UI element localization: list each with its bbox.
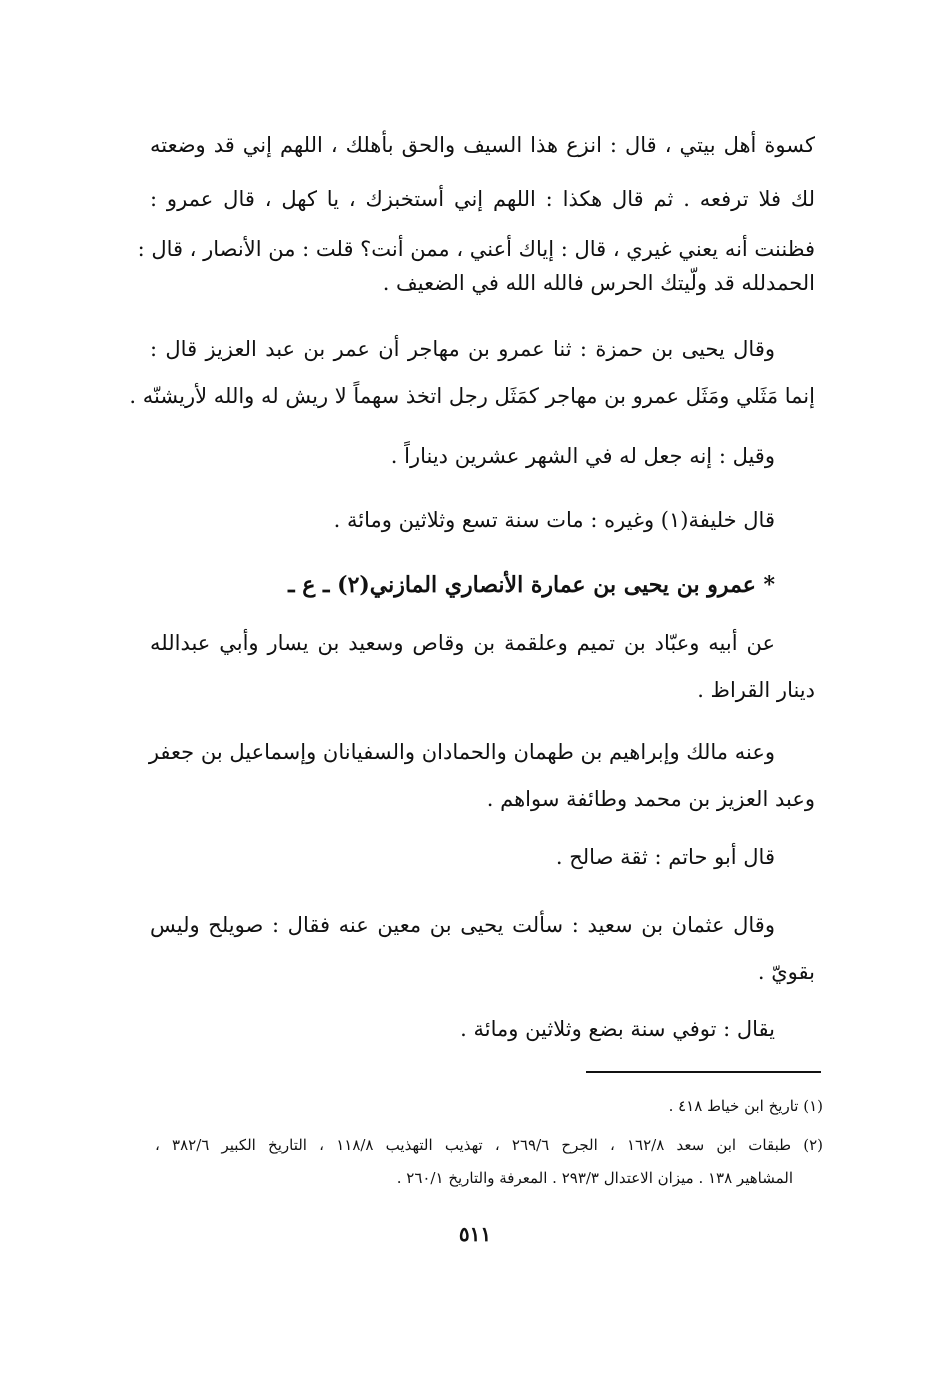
text-line: وقال عثمان بن سعيد : سألت يحيى بن معين عنه فقال : صويلح وليس <box>150 913 775 937</box>
text-line: يقال : توفي سنة بضع وثلاثين ومائة . <box>460 1017 775 1041</box>
text-line: وعبد العزيز بن محمد وطائفة سواهم . <box>486 787 815 811</box>
text-line: قال خليفة(١) وغيره : مات سنة تسع وثلاثين ومائة . <box>333 508 775 532</box>
footnote: (١) تاريخ ابن خياط ٤١٨ . <box>668 1097 823 1115</box>
text-line: بقويّ . <box>757 960 815 984</box>
text-line: عن أبيه وعبّاد بن تميم وعلقمة بن وقاص وسعيد بن يسار وأبي عبدالله <box>150 631 775 655</box>
text-line: كسوة أهل بيتي ، قال : انزع هذا السيف والحق بأهلك ، اللهم إني قد وضعته <box>150 133 815 157</box>
text-line: الحمدلله قد ولّيتك الحرس فالله الله في الضعيف . <box>382 271 815 295</box>
footnote: (٢) طبقات ابن سعد ١٦٢/٨ ، الجرح ٢٦٩/٦ ، تهذيب التهذيب ١١٨/٨ ، التاريخ الكبير ٣٨٢/٦ ، <box>155 1136 823 1154</box>
text-line: وقال يحيى بن حمزة : ثنا عمرو بن مهاجر أن عمر بن عبد العزيز قال : <box>150 337 775 361</box>
footnote-divider <box>586 1071 821 1073</box>
text-line: وعنه مالك وإبراهيم بن طهمان والحمادان والسفيانان وإسماعيل بن جعفر <box>148 740 775 764</box>
text-line: قال أبو حاتم : ثقة صالح . <box>555 845 775 869</box>
page-number: ٥١١ <box>458 1222 492 1246</box>
text-line: دينار القراظ . <box>697 678 815 702</box>
footnote-continuation: المشاهير ١٣٨ . ميزان الاعتدال ٢٩٣/٣ . المعرفة والتاريخ ٢٦٠/١ . <box>396 1169 793 1187</box>
text-line: إنما مَثَلي ومَثَل عمرو بن مهاجر كمَثَل رجل اتخذ سهماً لا ريش له والله لأريشنّه . <box>129 384 815 408</box>
text-line: وقيل : إنه جعل له في الشهر عشرين ديناراً . <box>390 444 775 468</box>
text-line: لك فلا ترفعه . ثم قال هكذا : اللهم إني أستخبزك ، يا كهل ، قال عمرو : <box>150 187 815 211</box>
entry-heading: * عمرو بن يحيى بن عمارة الأنصاري المازني(٢) ـ ع ـ <box>288 572 775 598</box>
text-line: فظننت أنه يعني غيري ، قال : إياك أعني ، ممن أنت؟ قلت : من الأنصار ، قال : <box>137 237 815 261</box>
